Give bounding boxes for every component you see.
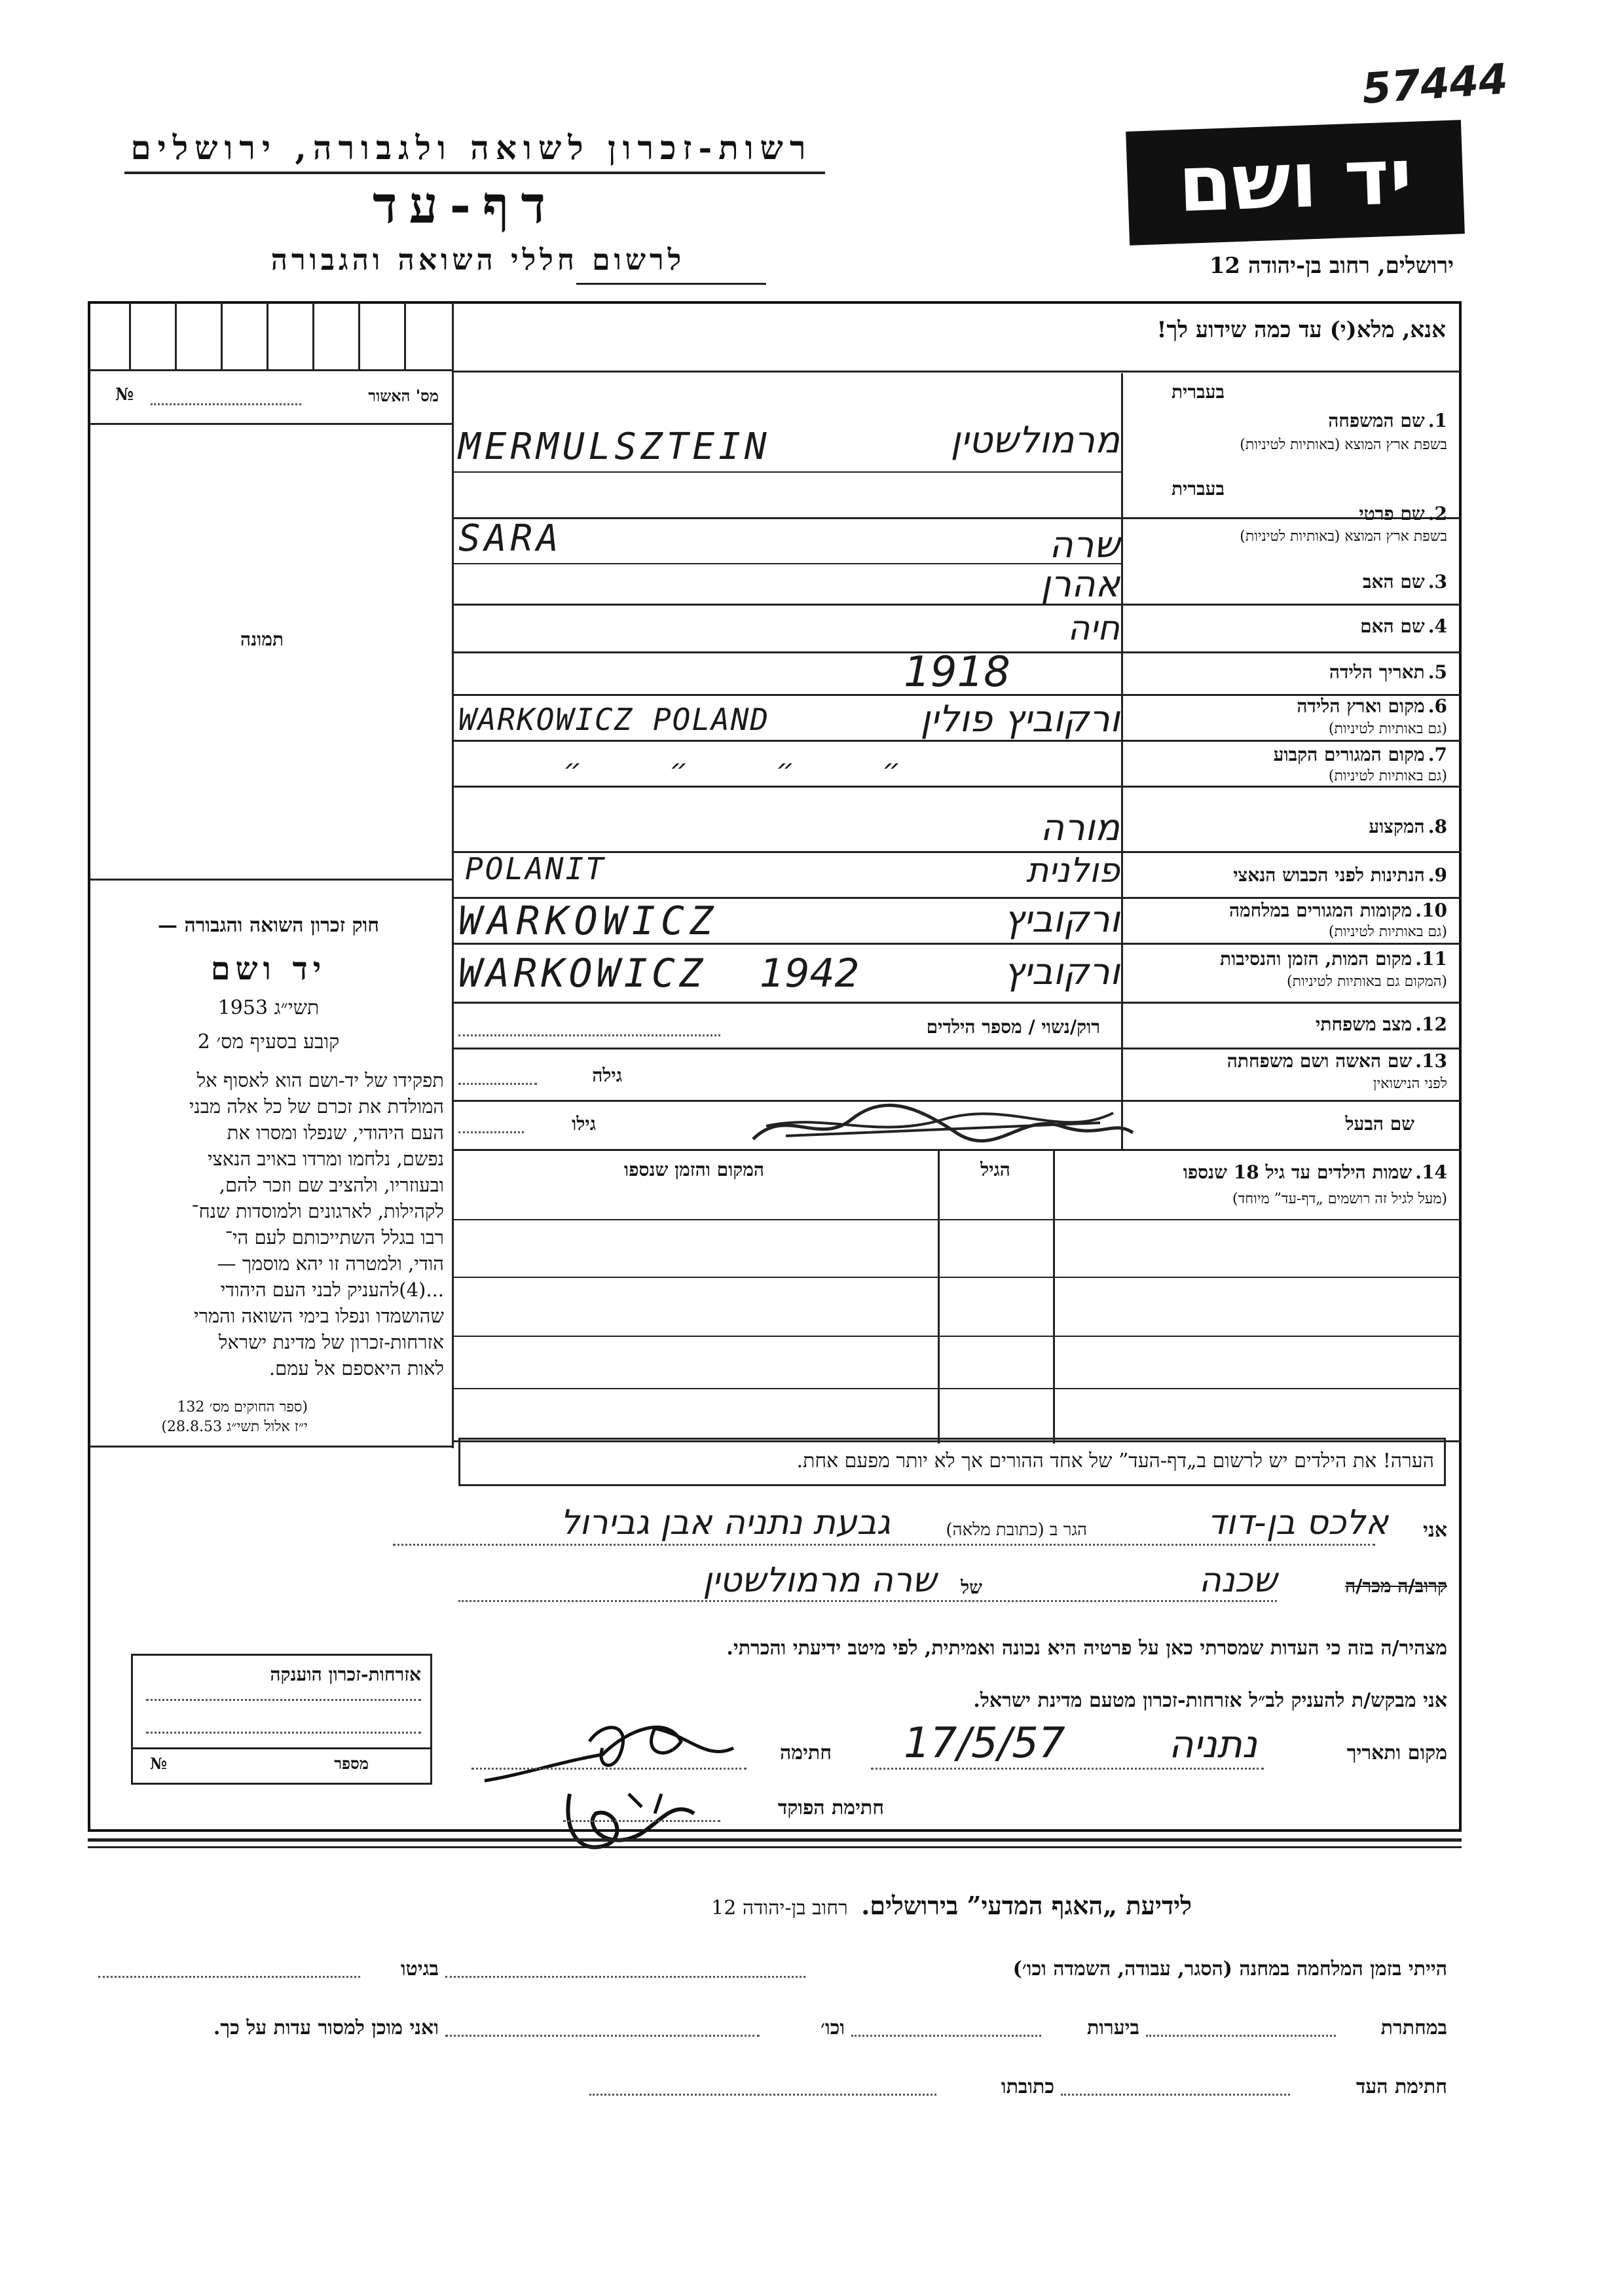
footer-title-text: לידיעת „האגף המדעי” בירושלים. bbox=[861, 1891, 1192, 1920]
field-5-title: תאריך הלידה bbox=[1329, 661, 1425, 683]
citizenship-number-label: מספר bbox=[334, 1754, 369, 1773]
field-2-label bbox=[1126, 503, 1447, 525]
field-7-value: ״ ״ ״ ״ bbox=[563, 753, 901, 786]
field-8-label bbox=[1126, 816, 1447, 838]
footer-forests: ביערות bbox=[1086, 2016, 1139, 2039]
field-4-title: שם האם bbox=[1360, 615, 1425, 637]
note-text: הערה! את הילדים יש לרשום ב„דף-העד” של אחד ההורים אך לא יותר מפעם אחת. bbox=[796, 1449, 1434, 1472]
footer-ghetto: בגיטו bbox=[400, 1958, 439, 1980]
field-13-sub: לפני הנישואין bbox=[1373, 1076, 1447, 1092]
form-title: דף-עד bbox=[373, 175, 557, 235]
field-3-title: שם האב bbox=[1363, 571, 1425, 592]
field-3-num: 3. bbox=[1428, 571, 1447, 592]
field-13-title: שם האשה ושם משפחתה bbox=[1227, 1050, 1412, 1072]
yad-vashem-logo bbox=[1126, 120, 1465, 246]
logo-text: יד ושם bbox=[1176, 130, 1414, 230]
field-11-label bbox=[1126, 948, 1447, 970]
approval-label: מס' האשור bbox=[368, 386, 439, 405]
footer-witness-addr: כתובתו bbox=[1001, 2075, 1054, 2098]
law-line: לאות היאספם אל עמם. bbox=[268, 1357, 444, 1379]
field-4-label bbox=[1126, 615, 1447, 638]
scribble-mark bbox=[747, 1100, 1139, 1152]
label-in-hebrew-1: בעברית bbox=[1171, 381, 1225, 403]
field-7-title: מקום המגורים הקבוע bbox=[1273, 744, 1425, 765]
law-line: הודי, ולמטרה זו יהא מוסמך — bbox=[217, 1252, 444, 1275]
law-bottom-rule bbox=[90, 1446, 454, 1448]
field-9-num: 9. bbox=[1428, 864, 1447, 886]
officer-label: חתימת הפוקד bbox=[777, 1796, 884, 1819]
law-name: יד ושם bbox=[210, 951, 327, 987]
law-year: תשי״ג 1953 bbox=[217, 996, 320, 1019]
declaration-request: אני מבקש/ת להעניק לב״ל אזרחות-זכרון מטעם מדינת ישראל. bbox=[973, 1689, 1447, 1712]
law-ref-2: י״ז אלול תשי״ג 28.8.53) bbox=[161, 1419, 308, 1435]
footer-title bbox=[498, 1891, 1192, 1921]
resides-label: הגר ב (כתובת מלאה) bbox=[946, 1520, 1087, 1540]
declaration-date: 17/5/57 bbox=[904, 1719, 1065, 1768]
children-age-header: הגיל bbox=[980, 1159, 1010, 1180]
field-2-num: 2. bbox=[1428, 503, 1447, 524]
citizenship-box bbox=[131, 1654, 432, 1785]
footer-witness-sig-dots bbox=[1061, 2094, 1290, 2096]
field-7-label bbox=[1126, 744, 1447, 766]
declarant-address: גבעת נתניה אבן גבירול bbox=[560, 1503, 891, 1542]
field-1-title: שם המשפחה bbox=[1328, 410, 1425, 431]
field-12-num: 12. bbox=[1415, 1013, 1447, 1035]
field-2-hebrew: שרה bbox=[1049, 524, 1120, 566]
approval-no-sign: № bbox=[115, 385, 134, 405]
footer-witness-addr-dots bbox=[589, 2094, 936, 2096]
citizenship-title: אזרחות-זכרון הוענקה bbox=[270, 1664, 421, 1685]
field-11-title: מקום המות, הזמן והנסיבות bbox=[1220, 948, 1412, 970]
code-boxes bbox=[90, 302, 452, 369]
field-1-label bbox=[1126, 410, 1447, 432]
declaration-statement: מצהיר/ה בזה כי העדות שמסרתי כאן על פרטיה היא נכונה ואמיתית, לפי מיטב ידיעתי והכרתי. bbox=[726, 1637, 1447, 1660]
field-11-num: 11. bbox=[1415, 948, 1447, 970]
relation-label: קרוב/ה מכר/ה bbox=[1345, 1575, 1447, 1597]
label-column-divider bbox=[1121, 373, 1123, 1149]
footer-etc-dots bbox=[445, 2035, 760, 2037]
field-10-num: 10. bbox=[1415, 900, 1447, 921]
field-14-num: 14. bbox=[1415, 1161, 1447, 1183]
footer-underground-dots bbox=[1146, 2035, 1336, 2037]
law-line: תפקידו של יד-ושם הוא לאסוף אל bbox=[196, 1069, 444, 1091]
children-place-header: המקום והזמן שנספו bbox=[624, 1159, 764, 1180]
relation-value: שכנה bbox=[1198, 1561, 1277, 1600]
field-6-title: מקום וארץ הלידה bbox=[1297, 695, 1425, 717]
approval-divider bbox=[90, 423, 454, 425]
law-line: המולדת את זכרם של כל אלה מבני bbox=[189, 1095, 444, 1118]
officer-line bbox=[563, 1820, 720, 1822]
footer-line1-dots bbox=[445, 1976, 805, 1978]
relation-line bbox=[458, 1600, 1277, 1602]
of-name: שרה מרמולשטין bbox=[703, 1561, 936, 1600]
field-9-label bbox=[1126, 864, 1447, 886]
field-11-latin: WARKOWICZ bbox=[458, 951, 707, 996]
field-14-sub: (מעל לגיל זה רושמים „דף-עד” מיוחד) bbox=[1232, 1191, 1447, 1207]
citizenship-number-sign: № bbox=[150, 1754, 168, 1773]
law-line: נפשם, נלחמו ומרדו באויב הנאצי bbox=[207, 1148, 444, 1170]
header-divider bbox=[124, 172, 825, 174]
footer-forests-dots bbox=[851, 2035, 1041, 2037]
footer-line2-end: ואני מוכן למסור עדות על כך. bbox=[213, 2016, 439, 2039]
field-13-num: 13. bbox=[1415, 1050, 1447, 1072]
subtitle-underline bbox=[576, 283, 766, 285]
husband-label: שם הבעל bbox=[1345, 1113, 1414, 1135]
field-5-label bbox=[1126, 661, 1447, 683]
field-10-sub: (גם באותיות לטיניות) bbox=[1328, 924, 1447, 940]
wife-age-line bbox=[458, 1083, 537, 1085]
field-6-sub: (גם באותיות לטיניות) bbox=[1328, 721, 1447, 737]
field-2-sub: בשפת ארץ המוצא (באותיות לטיניות) bbox=[1240, 528, 1447, 545]
photo-label: תמונה bbox=[240, 629, 284, 650]
law-body bbox=[97, 1067, 444, 1381]
footer-ghetto-dots bbox=[98, 1976, 360, 1978]
approval-line bbox=[151, 403, 301, 405]
field-1-sub: בשפת ארץ המוצא (באותיות לטיניות) bbox=[1240, 437, 1447, 453]
law-top-rule bbox=[90, 879, 454, 881]
footer-rule-2 bbox=[88, 1846, 1462, 1848]
footer-address: רחוב בן-יהודה 12 bbox=[711, 1897, 848, 1920]
law-ref-1: (ספר החוקים מס׳ 132 bbox=[177, 1399, 308, 1415]
footer-line1: הייתי בזמן המלחמה במחנה (הסגר, עבודה, השמדה וכו׳) bbox=[1012, 1958, 1447, 1980]
field-9-hebrew: פולנית bbox=[1026, 851, 1120, 890]
field-8-title: המקצוע bbox=[1369, 816, 1425, 837]
children-col-2 bbox=[1053, 1149, 1055, 1444]
footer-underground: במחתרת bbox=[1380, 2016, 1447, 2039]
field-6-hebrew: ורקוביץ פולין bbox=[920, 698, 1120, 740]
code-boxes-bottom bbox=[90, 369, 454, 371]
law-section: קובע בסעיף מס׳ 2 bbox=[197, 1030, 340, 1053]
field-12-options: רוק/נשוי / מספר הילדים bbox=[926, 1016, 1100, 1038]
field-11-sub: (המקום גם באותיות לטיניות) bbox=[1287, 974, 1447, 990]
field-6-num: 6. bbox=[1428, 695, 1447, 717]
law-title: חוק זכרון השואה והגבורה — bbox=[158, 914, 379, 937]
field-11-year: 1942 bbox=[760, 951, 860, 996]
form-subtitle: לרשום חללי השואה והגבורה bbox=[270, 244, 686, 277]
field-13-label bbox=[1126, 1050, 1447, 1072]
law-line: לקהילות, לארגונים ולמוסדות שנח־ bbox=[191, 1200, 444, 1222]
field-11-hebrew: ורקוביץ bbox=[1004, 951, 1120, 993]
footer-etc: וכו׳ bbox=[821, 2016, 845, 2039]
field-3-hebrew: אהרן bbox=[1041, 563, 1120, 606]
field-10-latin: WARKOWICZ bbox=[458, 898, 719, 944]
husband-age-label: גילו bbox=[572, 1113, 596, 1135]
field-7-num: 7. bbox=[1428, 744, 1447, 765]
field-10-title: מקומות המגורים במלחמה bbox=[1228, 900, 1412, 921]
declaration-place: נתניה bbox=[1168, 1722, 1257, 1766]
field-6-label bbox=[1126, 695, 1447, 718]
stamp-number: 57444 bbox=[1360, 55, 1509, 114]
authority-title: רשות-זכרון לשואה ולגבורה, ירושלים bbox=[130, 128, 813, 167]
instruction: אנא, מלא(י) עד כמה שידוע לך! bbox=[1156, 317, 1446, 343]
law-line: ...(4)להעניק לבני העם היהודי bbox=[220, 1279, 444, 1301]
children-col-1 bbox=[938, 1149, 940, 1444]
officer-signature bbox=[550, 1768, 720, 1866]
label-in-hebrew-2: בעברית bbox=[1171, 478, 1225, 500]
law-line: רבו בגלל השתייכותם לעם הי־ bbox=[225, 1226, 444, 1248]
field-14-label bbox=[1061, 1161, 1447, 1184]
instruction-divider bbox=[452, 371, 1460, 373]
law-line: שהושמדו ונפלו בימי השואה והמרי bbox=[194, 1305, 444, 1327]
field-2-latin: SARA bbox=[458, 517, 563, 560]
address-line bbox=[393, 1544, 1375, 1546]
field-10-label bbox=[1126, 900, 1447, 922]
field-8-num: 8. bbox=[1428, 816, 1447, 837]
header-address: ירושלים, רחוב בן-יהודה 12 bbox=[1209, 253, 1454, 279]
declarant-name: אלכס בן-דוד bbox=[1207, 1503, 1388, 1542]
field-5-value: 1918 bbox=[904, 648, 1010, 697]
field-9-title: הנתינות לפני הכבוש הנאצי bbox=[1233, 864, 1425, 886]
field-4-num: 4. bbox=[1428, 615, 1447, 637]
field-12-title: מצב משפחתי bbox=[1316, 1013, 1412, 1035]
wife-age-label: גילה bbox=[592, 1065, 622, 1086]
field-3-label bbox=[1126, 571, 1447, 593]
law-line: העם היהודי, שנפלו ומסרו את bbox=[227, 1121, 444, 1144]
footer-rule-1 bbox=[88, 1838, 1462, 1842]
children-header-line bbox=[454, 1219, 1462, 1220]
field-5-num: 5. bbox=[1428, 661, 1447, 683]
place-date-line bbox=[871, 1768, 1264, 1770]
field-1-hebrew: מרמולשטין bbox=[950, 419, 1120, 462]
declaration-i: אני bbox=[1423, 1519, 1447, 1542]
field-7-sub: (גם באותיות לטיניות) bbox=[1328, 768, 1447, 784]
field-1-num: 1. bbox=[1428, 410, 1447, 431]
field-6-latin: WARKOWICZ POLAND bbox=[458, 702, 770, 737]
field-1-latin: MERMULSZTEIN bbox=[458, 426, 771, 468]
field-8-hebrew: מורה bbox=[1040, 807, 1120, 849]
law-line: אזרחות-זכרון של מדינת ישראל bbox=[218, 1331, 444, 1353]
footer-witness-sig: חתימת העד bbox=[1356, 2075, 1447, 2098]
field-14-title: שמות הילדים עד גיל 18 שנספו bbox=[1183, 1161, 1412, 1183]
signature-label: חתימה bbox=[780, 1741, 832, 1764]
field-9-latin: POLANIT bbox=[465, 851, 606, 886]
field-2-title: שם פרטי bbox=[1359, 503, 1425, 524]
field-4-hebrew: חיה bbox=[1067, 609, 1120, 648]
field-12-label bbox=[1126, 1013, 1447, 1036]
of-label: של bbox=[961, 1576, 982, 1598]
field-12-line bbox=[458, 1034, 720, 1036]
place-date-label: מקום ותאריך bbox=[1346, 1741, 1447, 1764]
husband-age-line bbox=[458, 1131, 524, 1133]
law-line: ובעוזריו, ולהציב שם וזכר להם, bbox=[219, 1174, 444, 1196]
field-10-hebrew: ורקוביץ bbox=[1004, 898, 1120, 941]
